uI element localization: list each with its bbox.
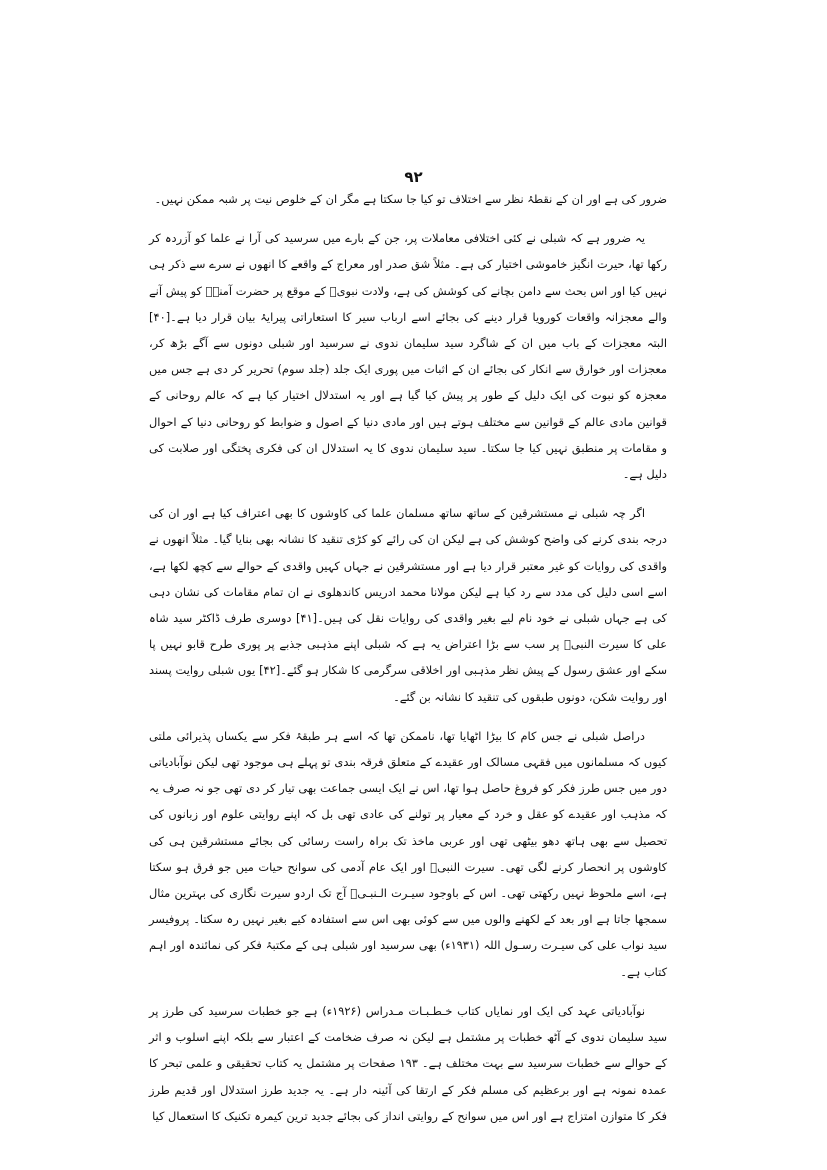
body-text (149, 186, 667, 1142)
page-number: ۹۲ (404, 168, 423, 186)
paragraph-1: ضرور کی ہے اور ان کے نقطۂ نظر سے اختلاف تو کیا جا سکتا ہے مگر ان کے خلوص نیت پر شبہ ممکن نہیں۔ (154, 192, 667, 206)
paragraph-2: یہ ضرور ہے کہ شبلی نے کئی اختلافی معاملات پر، جن کے بارے میں سرسید کی آرا نے علما کو آزردہ کر رکھا تھا، حیرت انگیز خاموشی اختیار کی ہے۔ مثلاً شق صدر اور معراج کے واقعے کا انھوں نے سرے سے ذکر ہی نہیں کیا اور اس بحث سے دامن بچانے کی کوشش کی ہے، ولادت نبویؐ کے موقع پر حضرت آمنہؓ کو پیش آنے والے معجزانہ واقعات کورویا قرار دینے کی بجائے اسے ارباب سیر کا استعاراتی پیرایۂ بیان قرار دیا ہے۔[۴۰] البتہ معجزات کے باب میں ان کے شاگرد سید سلیمان ندوی نے سرسید اور شبلی دونوں سے آگے بڑھ کر، معجزات اور خوارق سے انکار کی بجائے ان کے اثبات میں پوری ایک جلد (جلد سوم) تحریر کر دی ہے جس میں معجزہ کو نبوت کی ایک دلیل کے طور پر پیش کیا گیا ہے اور یہ استدلال اختیار کیا ہے کہ عالم روحانی کے قوانین مادی عالم کے قوانین سے مختلف ہوتے ہیں اور مادی دنیا کے اصول و ضوابط کو روحانی دنیا کے احوال و مقامات پر منطبق نہیں کیا جا سکتا۔ سید سلیمان ندوی کا یہ استدلال ان کی فکری پختگی اور صلابت کی دلیل ہے۔ (149, 231, 667, 482)
paragraph-5: نوآبادیاتی عہد کی ایک اور نمایاں کتاب خـطـبـات مـدراس (۱۹۲۶ء) ہے جو خطبات سرسید کی طرز پر سید سلیمان ندوی کے آٹھ خطبات پر مشتمل ہے لیکن نہ صرف ضخامت کے اعتبار سے بلکہ اپنے اسلوب و اثر کے حوالے سے خطبات سرسید سے بہت مختلف ہے۔ ۱۹۳ صفحات پر مشتمل یہ کتاب تحقیقی و علمی تبحر کا عمدہ نمونہ ہے اور برعظیم کی مسلم فکر کے ارتقا کی آئینہ دار ہے۔ یہ جدید طرز استدلال اور قدیم طرز فکر کا متوازن امتزاج ہے اور اس میں سوانح کے روایتی انداز کی بجائے جدید ترین کیمرہ تکنیک کا استعمال کیا (149, 1003, 668, 1123)
paragraph-3: اگر چہ شبلی نے مستشرقین کے ساتھ ساتھ مسلمان علما کی کاوشوں کا بھی اعتراف کیا ہے اور ان کی درجہ بندی کرنے کی واضح کوشش کی ہے لیکن ان کی رائے کو کڑی تنقید کا نشانہ بھی بنایا گیا۔ مثلاً انھوں نے واقدی کی روایات کو غیر معتبر قرار دیا ہے اور مستشرقین نے جہاں کہیں واقدی کے حوالے سے کچھ لکھا ہے، اسے اسی دلیل کی مدد سے رد کیا ہے لیکن مولانا محمد ادریس کاندھلوی نے ان تمام مقامات کی نشان دہی کی ہے جہاں شبلی نے خود نام لیے بغیر واقدی کی روایات نقل کی ہیں۔[۴۱] دوسری طرف ڈاکٹر سید شاہ علی کا سیرت النبیؐ پر سب سے بڑا اعتراض یہ ہے کہ شبلی اپنے مذہبی جذبے پر پوری طرح قابو نہیں پا سکے اور عشق رسول کے پیش نظر مذہبی اور اخلاقی سرگرمی کا شکار ہو گئے۔[۴۲] یوں شبلی روایت پسند اور روایت شکن، دونوں طبقوں کی تنقید کا نشانہ بن گئے۔ (149, 506, 667, 704)
paragraph-4: دراصل شبلی نے جس کام کا بیڑا اٹھایا تھا، ناممکن تھا کہ اسے ہر طبقۂ فکر سے یکساں پذیرائی ملتی کیوں کہ مسلمانوں میں فقہی مسالک اور عقیدے کے متعلق فرقہ بندی تو پہلے ہی موجود تھی لیکن نوآبادیاتی دور میں جس طرز فکر کو فروغ حاصل ہوا تھا، اس نے ایک ایسی جماعت بھی تیار کر دی تھی جو نہ صرف یہ کہ مذہب اور عقیدے کو عقل و خرد کے معیار پر تولنے کی عادی تھی بل کہ اپنے روایتی علوم اور زبانوں کی تحصیل سے بھی ہاتھ دھو بیٹھی تھی اور عربی ماخذ تک براہ راست رسائی کی بجائے مستشرقین ہی کی کاوشوں پر انحصار کرنے لگی تھی۔ سیرت النبیؐ اور ایک عام آدمی کی سوانح حیات میں جو فرق ہو سکتا ہے، اسے ملحوظ نہیں رکھتی تھی۔ اس کے باوجود سیـرت الـنبـیؐ آج تک اردو سیرت نگاری کی بہترین مثال سمجھا جاتا ہے اور بعد کے لکھنے والوں میں سے کوئی بھی اس سے استفادہ کیے بغیر نہیں رہ سکتا۔ پروفیسر سید نواب علی کی سیـرت رسـول اللہ (۱۹۳۱ء) بھی سرسید اور شبلی ہی کے مکتبۂ فکر کی نمائندہ اور اہم کتاب ہے۔ (149, 728, 667, 979)
